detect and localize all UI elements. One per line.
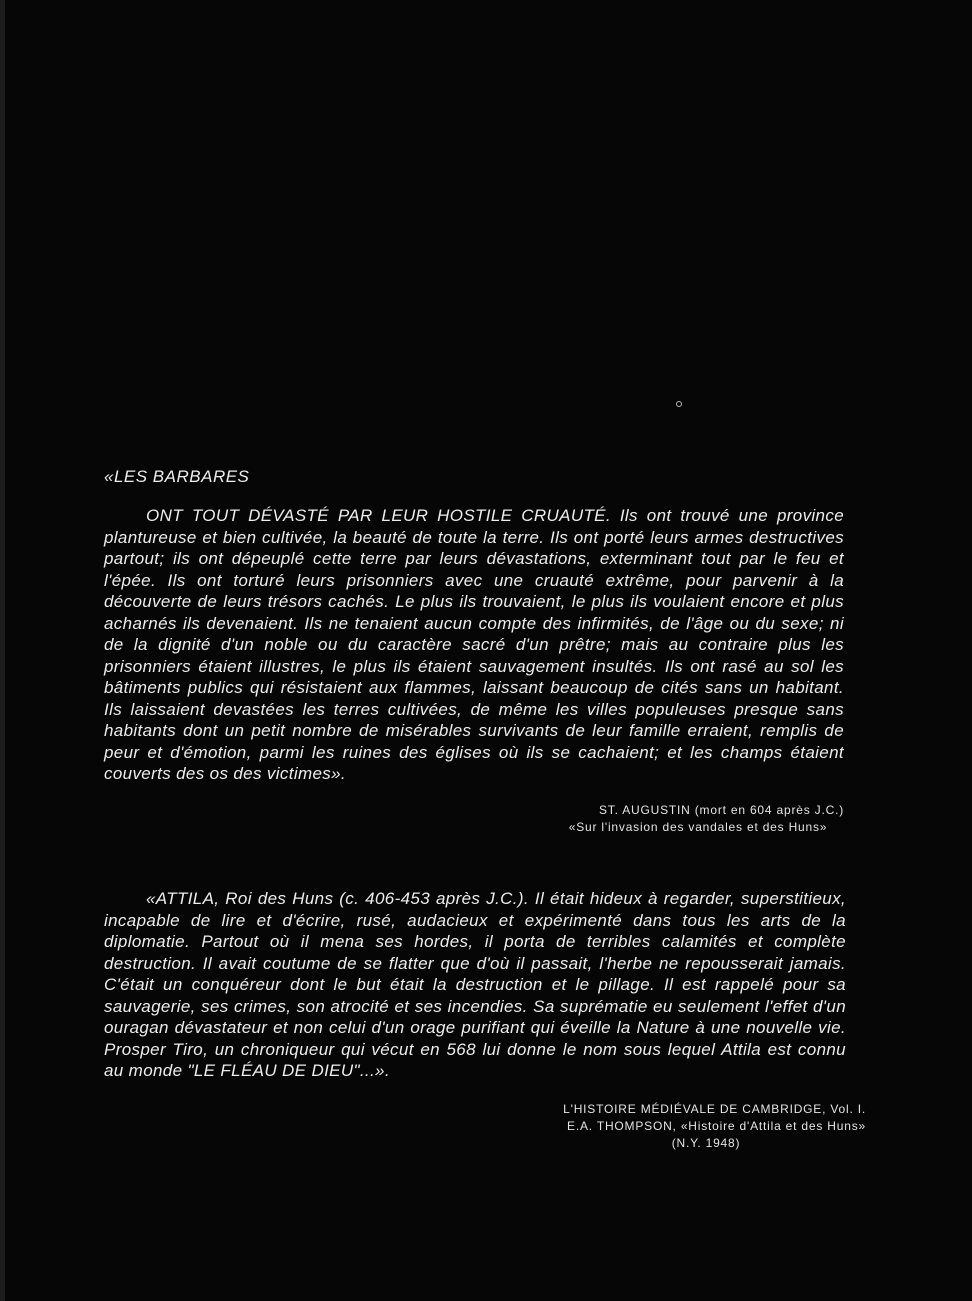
quote-attila-attribution xyxy=(486,1101,866,1152)
quote-augustin-heading: «LES BARBARES xyxy=(104,467,250,486)
attribution-work: L'HISTOIRE MÉDIÉVALE DE CAMBRIDGE, Vol. I. xyxy=(563,1102,866,1116)
quote-augustin-body: ONT TOUT DÉVASTÉ PAR LEUR HOSTILE CRUAUTÉ. Ils ont trouvé une province plantureuse et bien cultivée, la beauté de toute la terre. Ils ont porté leurs armes destructives partout; ils ont dépeuplé cette terre par leurs dévastations, exterminant tout par le feu et l'épée. Ils ont torturé leurs prisonniers avec une cruauté extrême, pour parvenir à la découverte de leurs trésors cachés. Le plus ils trouvaient, le plus ils voulaient encore et plus acharnés ils devenaient. Ils ne tenaient aucun compte des infirmités, de l'âge ou du sexe; ni de la dignité d'un noble ou du caractère sacré d'un prêtre; mais au contraire plus les prisonniers étaient illustres, le plus ils étaient sauvagement insultés. Ils ont rasé au sol les bâtiments publics qui résistaient aux flammes, laissant beaucoup de cités sans un habitant. Ils laissaient devastées les terres cultivées, de même les villes populeuses presque sans habitants dont un petit nombre de misérables survivants de leur famille erraient, remplis de peur et d'émotion, parmi les ruines des églises où ils se cachaient; et les champs étaient couverts des os des victimes». xyxy=(104,506,844,783)
speck-mark xyxy=(676,401,682,407)
quote-augustin-attribution xyxy=(548,802,848,836)
attribution-source: «Sur l'invasion des vandales et des Huns» xyxy=(568,820,828,834)
attribution-author: ST. AUGUSTIN (mort en 604 après J.C.) xyxy=(599,803,844,817)
attribution-publication: (N.Y. 1948) xyxy=(671,1136,741,1150)
attribution-author: E.A. THOMPSON, «Histoire d'Attila et des Huns» xyxy=(567,1119,866,1133)
page-left-edge xyxy=(0,0,5,1301)
quote-attila-body: «ATTILA, Roi des Huns (c. 406-453 après J.C.). Il était hideux à regarder, superstitieux, incapable de lire et d'écrire, rusé, audacieux et expérimenté dans tous les arts de la diplomatie. Partout où il mena ses hordes, il porta de terribles calamités et complète destruction. Il avait coutume de se flatter que d'où il passait, l'herbe ne repousserait jamais. C'était un conquéreur dont le but était la destruction et le pillage. Il est rappelé pour sa sauvagerie, ses crimes, son atrocité et ses incendies. Sa suprématie eu seulement l'effet d'un ouragan dévastateur et non celui d'un orage purifiant qui éveille la Nature à une nouvelle vie. Prosper Tiro, un chroniqueur qui vécut en 568 lui donne le nom sous lequel Attila est connu au monde "LE FLÉAU DE DIEU"...». xyxy=(104,889,846,1080)
